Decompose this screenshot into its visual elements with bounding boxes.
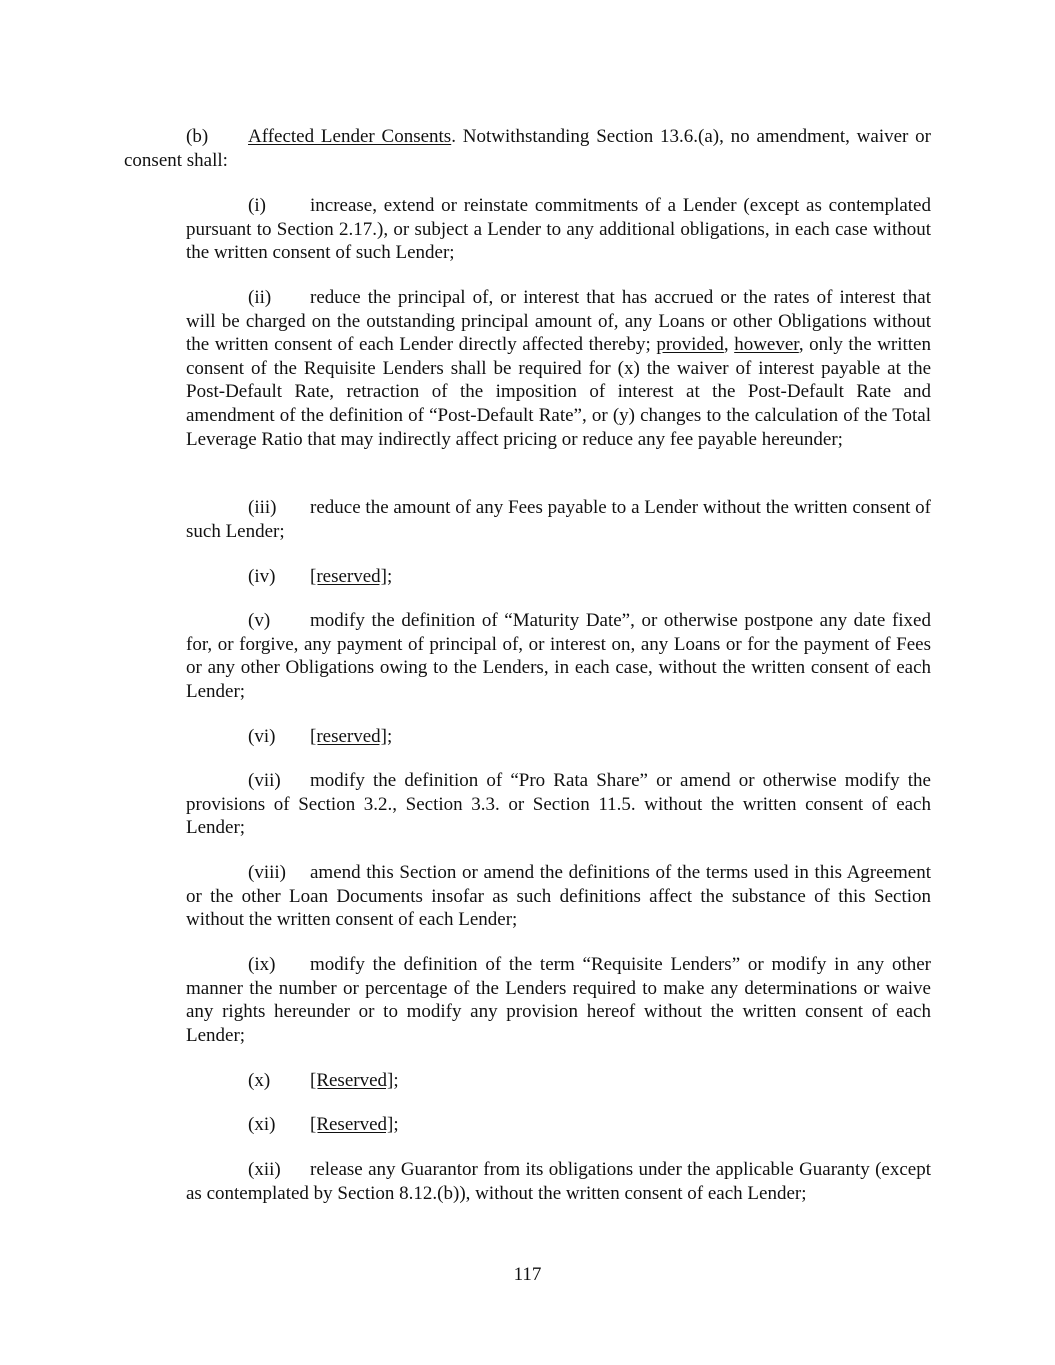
clause-text: increase, extend or reinstate commitments of a Lender (except as contemplated pursuant to Section 2.17.), or subject a Lender to any additional obligations, in each case without the written consent of such Lender; (186, 195, 931, 264)
clause-text: modify the definition of the term “Requisite Lenders” or modify in any other manner the number or percentage of the Lenders required to make any determinations or waive any rights hereunder or to modify any provision hereof without the written consent of each Lender; (186, 954, 931, 1046)
clause-ix (186, 953, 931, 1047)
clause-text: modify the definition of “Maturity Date”, or otherwise postpone any date fixed for, or forgive, any payment of principal of, or interest on, any Loans or for the payment of Fees or any other Obligations owing to the Lenders, in each case, without the written consent of each Lender; (186, 610, 931, 702)
clause-viii (186, 861, 931, 932)
clause-i (186, 194, 931, 265)
clause-x (186, 1069, 931, 1093)
clause-vii (186, 769, 931, 840)
section-b-heading: Affected Lender Consents (248, 126, 452, 147)
clause-punct: ; (393, 1114, 399, 1135)
reserved-term: [Reserved] (310, 1070, 394, 1091)
clause-text: release any Guarantor from its obligations under the applicable Guaranty (except as contemplated by Section 8.12.(b)), without the written consent of each Lender; (186, 1159, 931, 1204)
clause-text: amend this Section or amend the definitions of the terms used in this Agreement or the other Loan Documents insofar as such definitions affect the substance of this Section without the written consent of each Lender; (186, 862, 931, 931)
clause-punct: ; (387, 566, 393, 587)
clause-label: (v) (248, 610, 271, 631)
section-b-label: (b) (186, 126, 209, 147)
clause-label: (iii) (248, 497, 277, 518)
clause-iii (186, 496, 931, 543)
clause-text: modify the definition of “Pro Rata Share” or amend or otherwise modify the provisions of Section 3.2., Section 3.3. or Section 11.5. without the written consent of each Lender; (186, 770, 931, 839)
provided-term: provided (656, 334, 724, 356)
reserved-term: [reserved] (310, 726, 388, 747)
page-number: 117 (513, 1264, 542, 1285)
reserved-term: [Reserved] (310, 1114, 394, 1135)
section-b-heading-suffix: . (451, 126, 456, 147)
reserved-term: [reserved] (310, 566, 388, 587)
clause-text: reduce the principal of, or interest that has accrued or the rates of interest that will be charged on the outstanding principal amount of, any Loans or other Obligations without the written consent of each Lender directly affected thereby; (186, 287, 931, 356)
clause-label: (i) (248, 195, 266, 216)
clause-label: (x) (248, 1070, 271, 1091)
clause-separator: , (723, 334, 735, 356)
clause-label: (vii) (248, 770, 281, 791)
clause-v (186, 609, 931, 703)
however-term: however (734, 334, 799, 356)
clause-xi (186, 1113, 931, 1137)
clause-label: (ix) (248, 954, 276, 975)
clause-xii (186, 1158, 931, 1205)
clause-label: (iv) (248, 566, 276, 587)
clause-label: (xi) (248, 1114, 276, 1135)
clause-label: (viii) (248, 862, 286, 883)
clause-vi (186, 725, 931, 749)
clause-label: (ii) (248, 287, 272, 308)
clause-text-continued: , only the written consent of the Requisite Lenders shall be required for (x) the waiver of interest payable at the Post-Default Rate, retraction of the imposition of interest at the Post-Default Rate and amendment of the definition of “Post-Default Rate”, or (y) changes to the calculation of the Total Leverage Ratio that may indirectly affect pricing or reduce any fee payable hereunder; (186, 334, 931, 450)
clause-label: (vi) (248, 726, 276, 747)
clause-text: reduce the amount of any Fees payable to a Lender without the written consent of such Lender; (186, 497, 931, 542)
clause-ii (186, 286, 931, 451)
clause-label: (xii) (248, 1159, 281, 1180)
section-b-paragraph (124, 125, 931, 172)
clause-punct: ; (387, 726, 393, 747)
clause-iv (186, 565, 931, 589)
clause-punct: ; (393, 1070, 399, 1091)
section-b-text: Notwithstanding Section 13.6.(a), no amendment, waiver or consent shall: (124, 126, 931, 171)
